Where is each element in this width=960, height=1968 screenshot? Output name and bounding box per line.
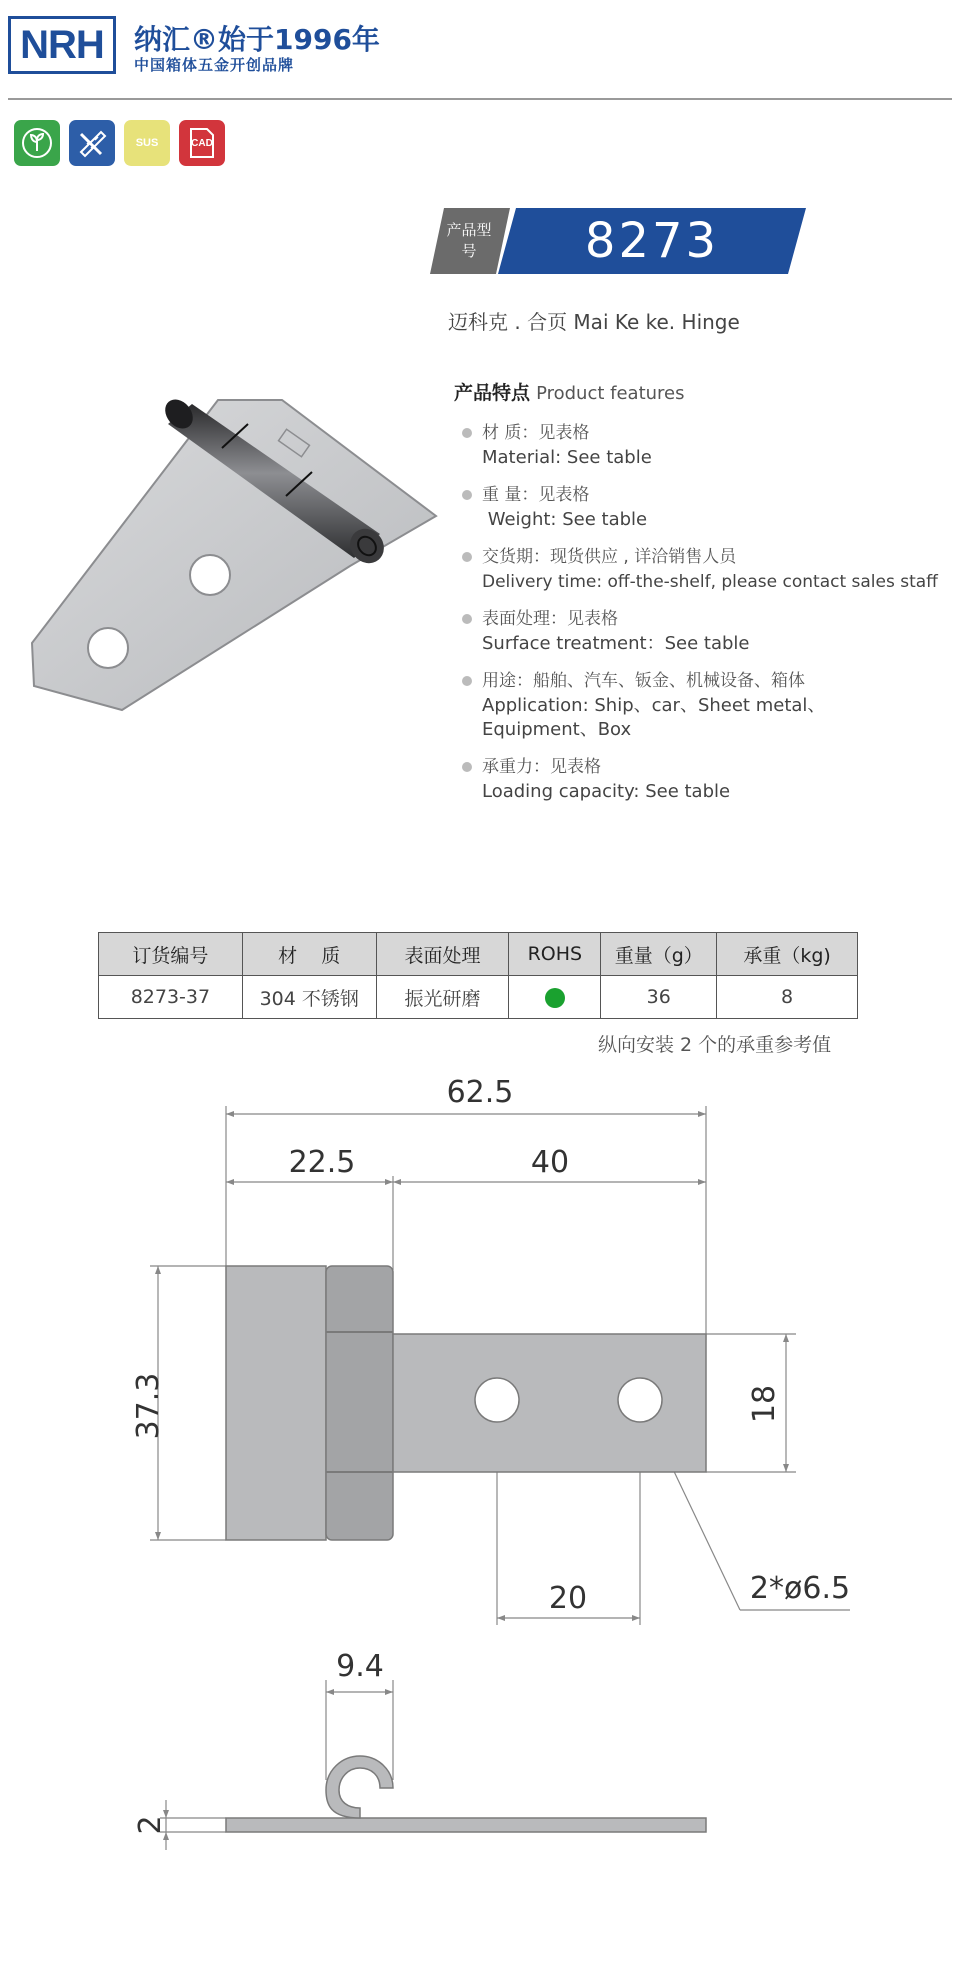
table-row <box>99 976 858 1019</box>
sus-badge-label: SUS <box>135 137 159 149</box>
model-label: 产品型号 <box>446 221 492 260</box>
features-list <box>460 420 960 816</box>
cell-load: 8 <box>717 976 858 1019</box>
brand-slogan: 纳汇®始于1996年 <box>134 23 380 56</box>
eco-leaf-icon <box>20 126 54 160</box>
feature-zh: 表面处理：见表格 <box>482 609 618 629</box>
rohs-compliant-icon <box>545 988 565 1008</box>
header-finish: 表面处理 <box>376 933 509 976</box>
spec-table <box>98 932 858 1019</box>
cell-finish: 振光研磨 <box>376 976 509 1019</box>
header-load: 承重（kg) <box>717 933 858 976</box>
feature-en: Application: Ship、car、Sheet metal、Equipment、Box <box>482 695 826 740</box>
feature-en: Loading capacity: See table <box>482 781 731 802</box>
bullet-icon <box>462 552 472 562</box>
header-order-code: 订货编号 <box>99 933 243 976</box>
mounting-hole <box>475 1378 519 1422</box>
model-number: 8273 <box>584 213 720 269</box>
dim-thickness: 2 <box>133 1815 168 1835</box>
feature-en: Material: See table <box>482 447 652 468</box>
feature-surface <box>460 606 960 656</box>
bullet-icon <box>462 614 472 624</box>
header-weight: 重量（g） <box>601 933 717 976</box>
brand-tagline: 中国箱体五金开创品牌 <box>134 56 295 74</box>
header-divider <box>8 98 952 100</box>
feature-en: Surface treatment：See table <box>482 633 750 654</box>
header-rohs: ROHS <box>509 933 601 976</box>
header-material: 材 质 <box>242 933 376 976</box>
hinge-knuckle <box>326 1266 393 1540</box>
side-view-drawing <box>0 1630 960 1890</box>
product-name: 迈科克 . 合页 Mai Ke ke. Hinge <box>448 310 740 334</box>
eco-icon <box>14 120 60 166</box>
features-title-en: Product features <box>536 383 685 404</box>
feature-zh: 承重力：见表格 <box>482 757 601 777</box>
feature-load <box>460 754 960 804</box>
dim-total-width: 62.5 <box>446 1075 514 1110</box>
dim-holes: 2*ø6.5 <box>749 1571 851 1606</box>
feature-zh: 交货期：现货供应 , 详洽销售人员 <box>482 547 737 567</box>
product-photo <box>20 390 440 720</box>
bullet-icon <box>462 490 472 500</box>
features-title <box>454 378 685 405</box>
side-leaf <box>226 1818 706 1832</box>
cad-icon <box>179 120 225 166</box>
feature-en: Weight: See table <box>482 509 648 530</box>
dim-leaf-height: 18 <box>747 1384 782 1424</box>
bullet-icon <box>462 762 472 772</box>
dim-left-width: 22.5 <box>288 1145 356 1180</box>
feature-application <box>460 668 960 742</box>
table-header-row <box>99 933 858 976</box>
cell-code: 8273-37 <box>99 976 243 1019</box>
cell-material: 304 不锈钢 <box>242 976 376 1019</box>
design-tools-icon <box>69 120 115 166</box>
dim-right-width: 40 <box>530 1145 570 1180</box>
cad-badge-label: CAD <box>191 137 213 149</box>
nrh-logo: NRH <box>8 16 116 74</box>
feature-delivery <box>460 544 960 594</box>
table-note: 纵向安装 2 个的承重参考值 <box>598 1034 832 1056</box>
side-knuckle <box>326 1756 393 1818</box>
ruler-pencil-icon <box>75 126 109 160</box>
feature-en: Delivery time: off-the-shelf, please contact sales staff <box>482 572 938 592</box>
feature-zh: 用途：船舶、汽车、钣金、机械设备、箱体 <box>482 671 805 691</box>
dim-hole-spacing: 20 <box>548 1581 588 1616</box>
cell-rohs <box>509 976 601 1019</box>
cell-weight: 36 <box>601 976 717 1019</box>
mounting-hole <box>618 1378 662 1422</box>
front-view-drawing <box>0 1070 960 1630</box>
bullet-icon <box>462 676 472 686</box>
dim-knuckle: 9.4 <box>336 1649 384 1684</box>
feature-zh: 重 量：见表格 <box>482 485 590 505</box>
fixed-leaf <box>226 1266 326 1540</box>
dim-height: 37.3 <box>131 1372 166 1440</box>
bullet-icon <box>462 428 472 438</box>
feature-material <box>460 420 960 470</box>
feature-weight <box>460 482 960 532</box>
sus-icon <box>124 120 170 166</box>
feature-zh: 材 质：见表格 <box>482 423 590 443</box>
features-title-zh: 产品特点 <box>454 382 531 404</box>
